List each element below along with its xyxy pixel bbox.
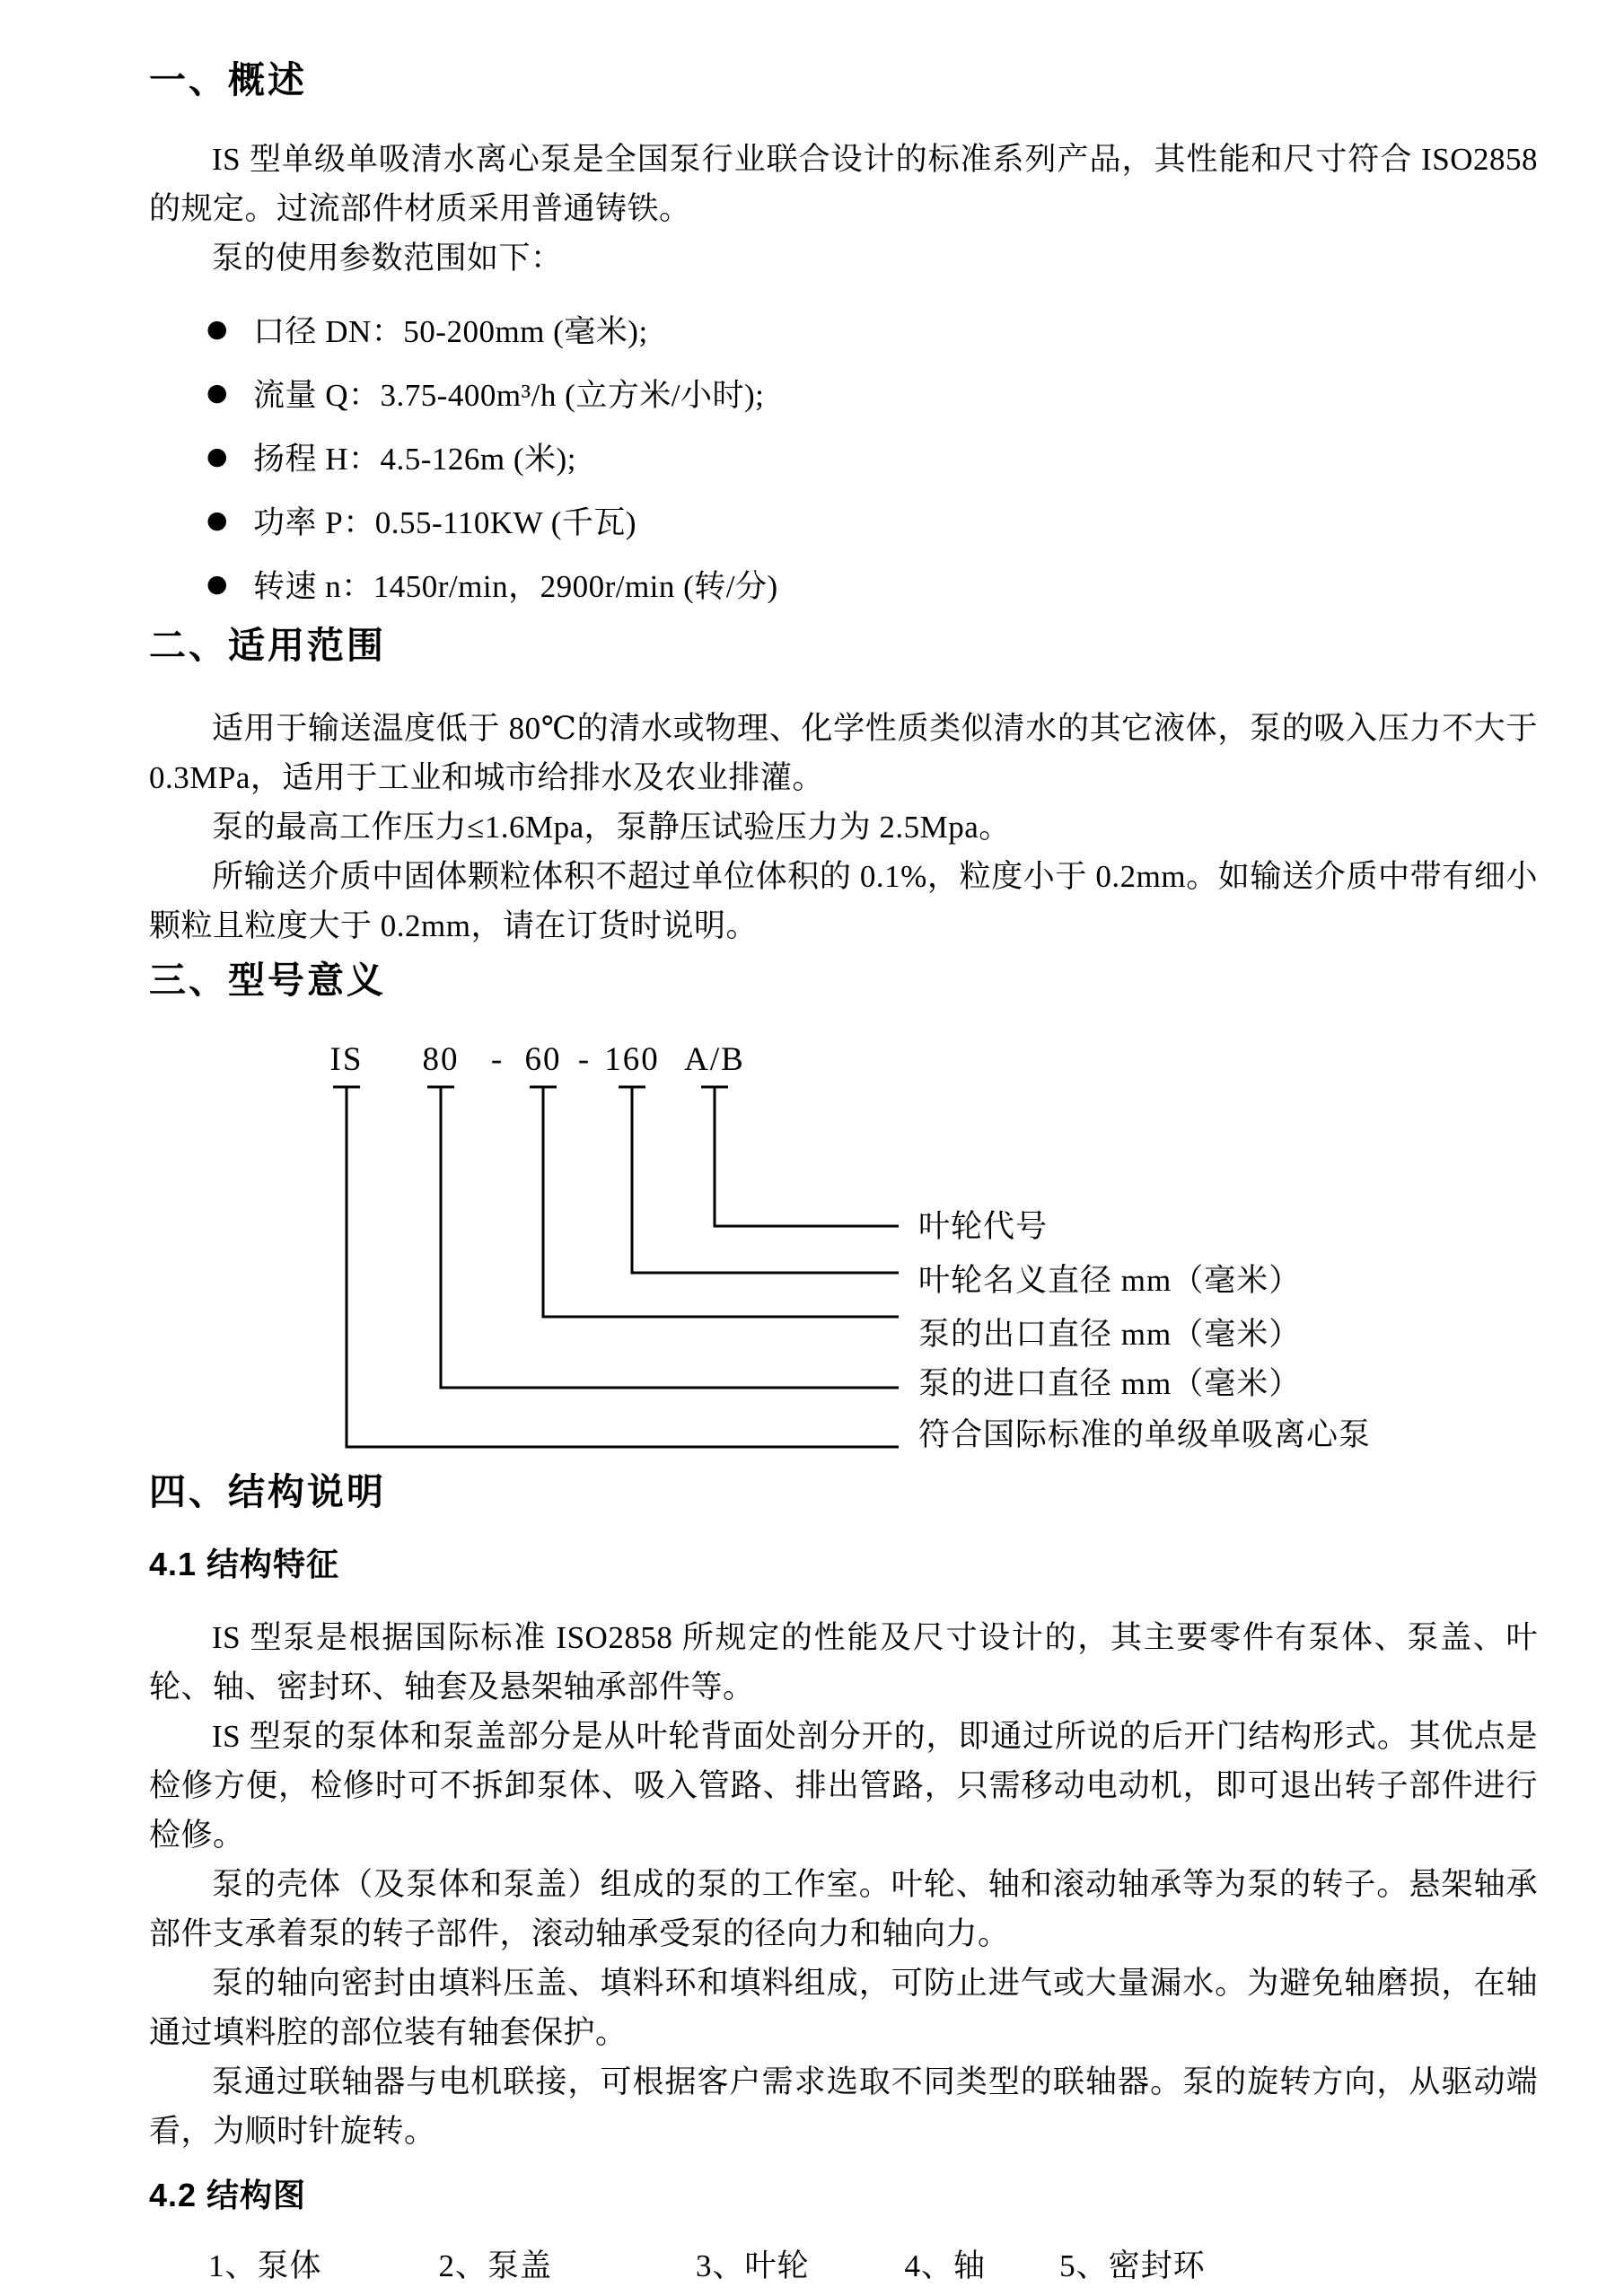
structure-paragraph-1: IS 型泵是根据国际标准 ISO2858 所规定的性能及尺寸设计的，其主要零件有泵体、泵盖、叶轮、轴、密封环、轴套及悬架轴承部件等。 <box>149 1620 1538 1704</box>
heading-structure-features: 4.1 结构特征 <box>149 1546 340 1582</box>
model-code-part-impeller-variant: A/B <box>684 1041 745 1078</box>
bullet-dot-icon: ● <box>206 570 228 598</box>
callout-impeller-code: 叶轮代号 <box>918 1209 1049 1244</box>
bullet-text: 流量 Q：3.75-400m³/h (立方米/小时); <box>253 377 765 413</box>
bullet-text: 转速 n：1450r/min，2900r/min (转/分) <box>253 568 778 604</box>
application-paragraph-3: 所输送介质中固体颗粒体积不超过单位体积的 0.1%，粒度小于 0.2mm。如输送介质中带有细小颗粒且粒度大于 0.2mm，请在订货时说明。 <box>149 859 1538 943</box>
section-application <box>149 623 1538 951</box>
bullet-dot-icon: ● <box>206 379 228 407</box>
legend-item-impeller: 3、叶轮 <box>696 2248 810 2283</box>
model-code-dash: - <box>490 1041 505 1078</box>
callout-impeller-nominal-diameter: 叶轮名义直径 mm（毫米） <box>918 1263 1302 1298</box>
legend-item-seal-ring: 5、密封环 <box>1059 2248 1206 2283</box>
bullet-item-power <box>149 488 1538 552</box>
callout-outlet-diameter: 泵的出口直径 mm（毫米） <box>918 1317 1302 1352</box>
section-model-meaning <box>149 958 1538 1462</box>
legend-item-shaft: 4、轴 <box>904 2248 987 2283</box>
application-paragraph-1: 适用于输送温度低于 80℃的清水或物理、化学性质类似清水的其它液体，泵的吸入压力不大于 0.3MPa，适用于工业和城市给排水及农业排灌。 <box>149 711 1538 795</box>
callout-inlet-diameter: 泵的进口直径 mm（毫米） <box>918 1366 1302 1401</box>
overview-paragraph-2: 泵的使用参数范围如下： <box>212 241 563 276</box>
bullet-text: 功率 P：0.55-110KW (千瓦) <box>253 504 637 540</box>
overview-paragraph-1: IS 型单级单吸清水离心泵是全国泵行业联合设计的标准系列产品，其性能和尺寸符合 ISO2858 的规定。过流部件材质采用普通铸铁。 <box>149 142 1538 226</box>
bullet-item-speed <box>149 552 1538 616</box>
structure-paragraph-2: IS 型泵的泵体和泵盖部分是从叶轮背面处剖分开的，即通过所说的后开门结构形式。其优点是检修方便，检修时可不拆卸泵体、吸入管路、排出管路，只需移动电动机，即可退出转子部件进行检修。 <box>149 1719 1538 1853</box>
application-paragraph-2: 泵的最高工作压力≤1.6Mpa，泵静压试验压力为 2.5Mpa。 <box>212 810 1011 845</box>
parameter-bullet-list <box>149 297 1538 616</box>
heading-application: 二、适用范围 <box>149 625 386 666</box>
heading-structure: 四、结构说明 <box>149 1471 386 1512</box>
bullet-item-diameter <box>149 297 1538 361</box>
model-code-part-series: IS <box>329 1041 364 1078</box>
model-code-part-impeller-diameter: 160 <box>604 1041 660 1078</box>
legend-item-pump-body: 1、泵体 <box>208 2248 322 2283</box>
model-code-part-inlet: 80 <box>422 1041 460 1078</box>
structure-paragraph-4: 泵的轴向密封由填料压盖、填料环和填料组成，可防止进气或大量漏水。为避免轴磨损，在轴通过填料腔的部位装有轴套保护。 <box>149 1966 1538 2050</box>
bullet-dot-icon: ● <box>206 506 228 534</box>
model-code-dash: - <box>577 1041 592 1078</box>
legend-item-pump-cover: 2、泵盖 <box>438 2248 553 2283</box>
bullet-item-head <box>149 425 1538 488</box>
section-overview <box>149 57 1538 616</box>
structure-diagram-legend <box>149 2239 1538 2288</box>
bullet-dot-icon: ● <box>206 315 228 343</box>
bullet-item-flow <box>149 361 1538 425</box>
section-structure <box>149 1469 1538 2288</box>
bullet-text: 扬程 H：4.5-126m (米); <box>253 441 576 477</box>
model-diagram-lines <box>149 1040 1540 1462</box>
heading-model-meaning: 三、型号意义 <box>149 960 386 1001</box>
model-code-diagram <box>149 1040 1538 1462</box>
structure-paragraph-5: 泵通过联轴器与电机联接，可根据客户需求选取不同类型的联轴器。泵的旋转方向，从驱动端看，为顺时针旋转。 <box>149 2064 1538 2149</box>
bullet-dot-icon: ● <box>206 443 228 470</box>
callout-standard-pump: 符合国际标准的单级单吸离心泵 <box>918 1417 1372 1452</box>
heading-overview: 一、概述 <box>149 59 307 101</box>
structure-paragraph-3: 泵的壳体（及泵体和泵盖）组成的泵的工作室。叶轮、轴和滚动轴承等为泵的转子。悬架轴承部件支承着泵的转子部件，滚动轴承受泵的径向力和轴向力。 <box>149 1867 1538 1951</box>
model-code-part-outlet: 60 <box>524 1041 562 1078</box>
heading-structure-diagram: 4.2 结构图 <box>149 2177 307 2213</box>
bullet-text: 口径 DN：50-200mm (毫米); <box>253 313 648 349</box>
